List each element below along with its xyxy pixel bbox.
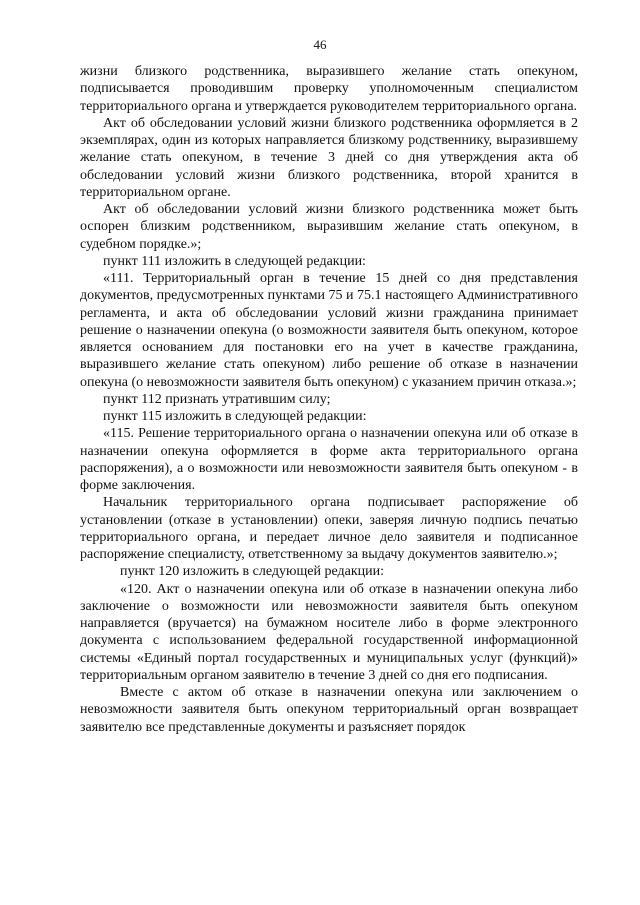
paragraph: Акт об обследовании условий жизни близкого родственника может быть оспорен близким родственником, выразившим желание стать опекуном, в судебном порядке.»; — [80, 202, 578, 252]
paragraph: пункт 112 признать утратившим силу; — [103, 391, 331, 407]
page-number: 46 — [313, 37, 327, 52]
paragraph: пункт 115 изложить в следующей редакции: — [103, 409, 367, 424]
paragraph: пункт 111 изложить в следующей редакции: — [103, 253, 366, 269]
paragraph: «120. Акт о назначении опекуна или об отказе в назначении опекуна либо заключение о возможности или невозможности заявителя быть опекуном направляется (вручается) на бумажном носителе либо в форме электронного документа с использованием федеральной государственной информационной системы «Единый портал государственных и муниципальных услуг (функций)» территориальным органом заявителю в течение 3 дней со дня его подписания. — [80, 581, 578, 683]
paragraph: Начальник территориального органа подписывает распоряжение об установлении (отказе в установлении) опеки, заверяя личную подпись печатью территориального органа, и передает личное дело заявителя и подписанное распоряжение специалисту, ответственному за выдачу документов заявителю.»; — [80, 495, 578, 562]
paragraph: пункт 120 изложить в следующей редакции: — [120, 564, 384, 580]
paragraph: «111. Территориальный орган в течение 15 дней со дня представления документов, предусмотренных пунктами 75 и 75.1 настоящего Административного регламента, и акта об обследовании условий жизни гражданина принимает решение о назначении опекуна (о возможности заявителя быть опекуном, которое является основанием для постановки его на учет в качестве гражданина, выразившего желание стать опекуном) либо решение об отказе в назначении опекуна (о невозможности заявителя быть опекуном) с указанием причин отказа.»; — [80, 271, 578, 390]
paragraph: Вместе с актом об отказе в назначении опекуна или заключением о невозможности заявителя быть опекуном территориальный орган возвращает заявителю все представленные документы и разъясняет порядок — [80, 685, 578, 735]
document-body — [80, 63, 578, 736]
paragraph: Акт об обследовании условий жизни близкого родственника оформляется в 2 экземплярах, один из которых направляется близкому родственнику, выразившему желание стать опекуном, в течение 3 дней со дня утверждения акта об обследовании условий жизни близкого родственника, второй хранится в территориальном органе. — [80, 115, 578, 200]
paragraph: «115. Решение территориального органа о назначении опекуна или об отказе в назначении опекуна оформляется в форме акта территориального органа распоряжения), а о возможности или невозможности заявителя быть опекуном - в форме заключения. — [80, 426, 578, 493]
paragraph: жизни близкого родственника, выразившего желание стать опекуном, подписывается проводившим проверку уполномоченным специалистом территориального органа и утверждается руководителем территориального органа. — [80, 64, 578, 114]
